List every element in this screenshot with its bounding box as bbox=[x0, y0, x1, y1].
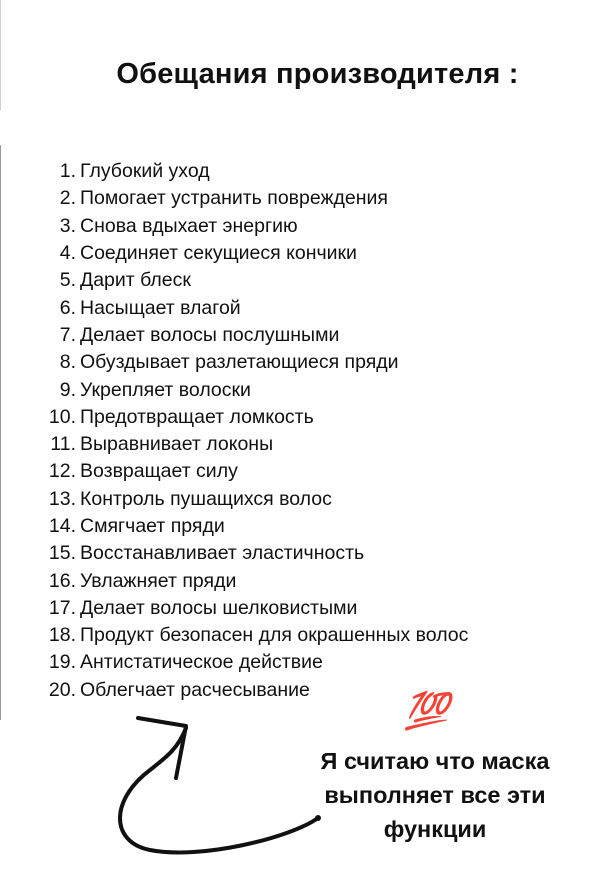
item-number: 11. bbox=[50, 433, 76, 456]
item-text: Смягчает пряди bbox=[80, 515, 225, 537]
item-text: Выравнивает локоны bbox=[80, 433, 274, 456]
item-text: Дарит блеск bbox=[80, 269, 191, 292]
item-number: 15. bbox=[48, 542, 76, 565]
item-number: 2. bbox=[59, 187, 76, 210]
item-number: 20. bbox=[48, 678, 76, 701]
item-number: 9. bbox=[59, 378, 76, 401]
item-number: 4. bbox=[59, 242, 76, 265]
arrow-head bbox=[138, 718, 186, 778]
item-text: Продукт безопасен для окрашенных волос bbox=[80, 624, 469, 647]
item-text: Возвращает силу bbox=[80, 460, 238, 483]
item-text: Делает волосы послушными bbox=[80, 323, 340, 346]
item-number: 16. bbox=[48, 569, 76, 592]
item-number: 6. bbox=[59, 296, 76, 319]
item-text: Антистатическое действие bbox=[80, 651, 323, 674]
item-text: Насыщает влагой bbox=[80, 296, 241, 319]
item-number: 13. bbox=[48, 487, 76, 510]
item-number: 12. bbox=[48, 460, 76, 483]
comment-note bbox=[290, 744, 580, 846]
item-text: Восстанавливает эластичность bbox=[80, 542, 365, 565]
note-line: Я считаю что маска bbox=[320, 748, 550, 774]
item-number: 8. bbox=[59, 351, 76, 374]
hundred-points-icon: 💯 bbox=[404, 690, 449, 731]
item-number: 7. bbox=[59, 323, 76, 346]
item-text: Предотвращает ломкость bbox=[80, 405, 314, 428]
arrow-curve bbox=[120, 728, 318, 852]
item-number: 1. bbox=[59, 160, 76, 183]
item-text: Помогает устранить повреждения bbox=[80, 187, 388, 210]
item-number: 14. bbox=[48, 515, 76, 537]
item-text: Делает волосы шелковистыми bbox=[80, 596, 358, 619]
note-line: функции bbox=[383, 816, 487, 842]
item-text: Увлажняет пряди bbox=[80, 569, 237, 592]
item-number: 5. bbox=[59, 269, 76, 292]
item-text: Укрепляет волоски bbox=[80, 378, 251, 401]
item-text: Контроль пушащихся волос bbox=[80, 487, 332, 510]
item-number: 19. bbox=[48, 651, 76, 674]
note-line: выполняет все эти bbox=[324, 782, 546, 808]
page-title: Обещания производителя : bbox=[116, 58, 519, 90]
item-text: Глубокий уход bbox=[80, 160, 210, 183]
item-text: Соединяет секущиеся кончики bbox=[80, 242, 357, 265]
item-number: 3. bbox=[59, 214, 76, 237]
item-text: Снова вдыхает энергию bbox=[80, 214, 298, 237]
item-text: Облегчает расчесывание bbox=[80, 678, 310, 701]
item-number: 10. bbox=[48, 405, 76, 428]
item-number: 17. bbox=[48, 596, 76, 619]
item-number: 18. bbox=[48, 624, 76, 647]
item-text: Обуздывает разлетающиеся пряди bbox=[80, 351, 399, 374]
